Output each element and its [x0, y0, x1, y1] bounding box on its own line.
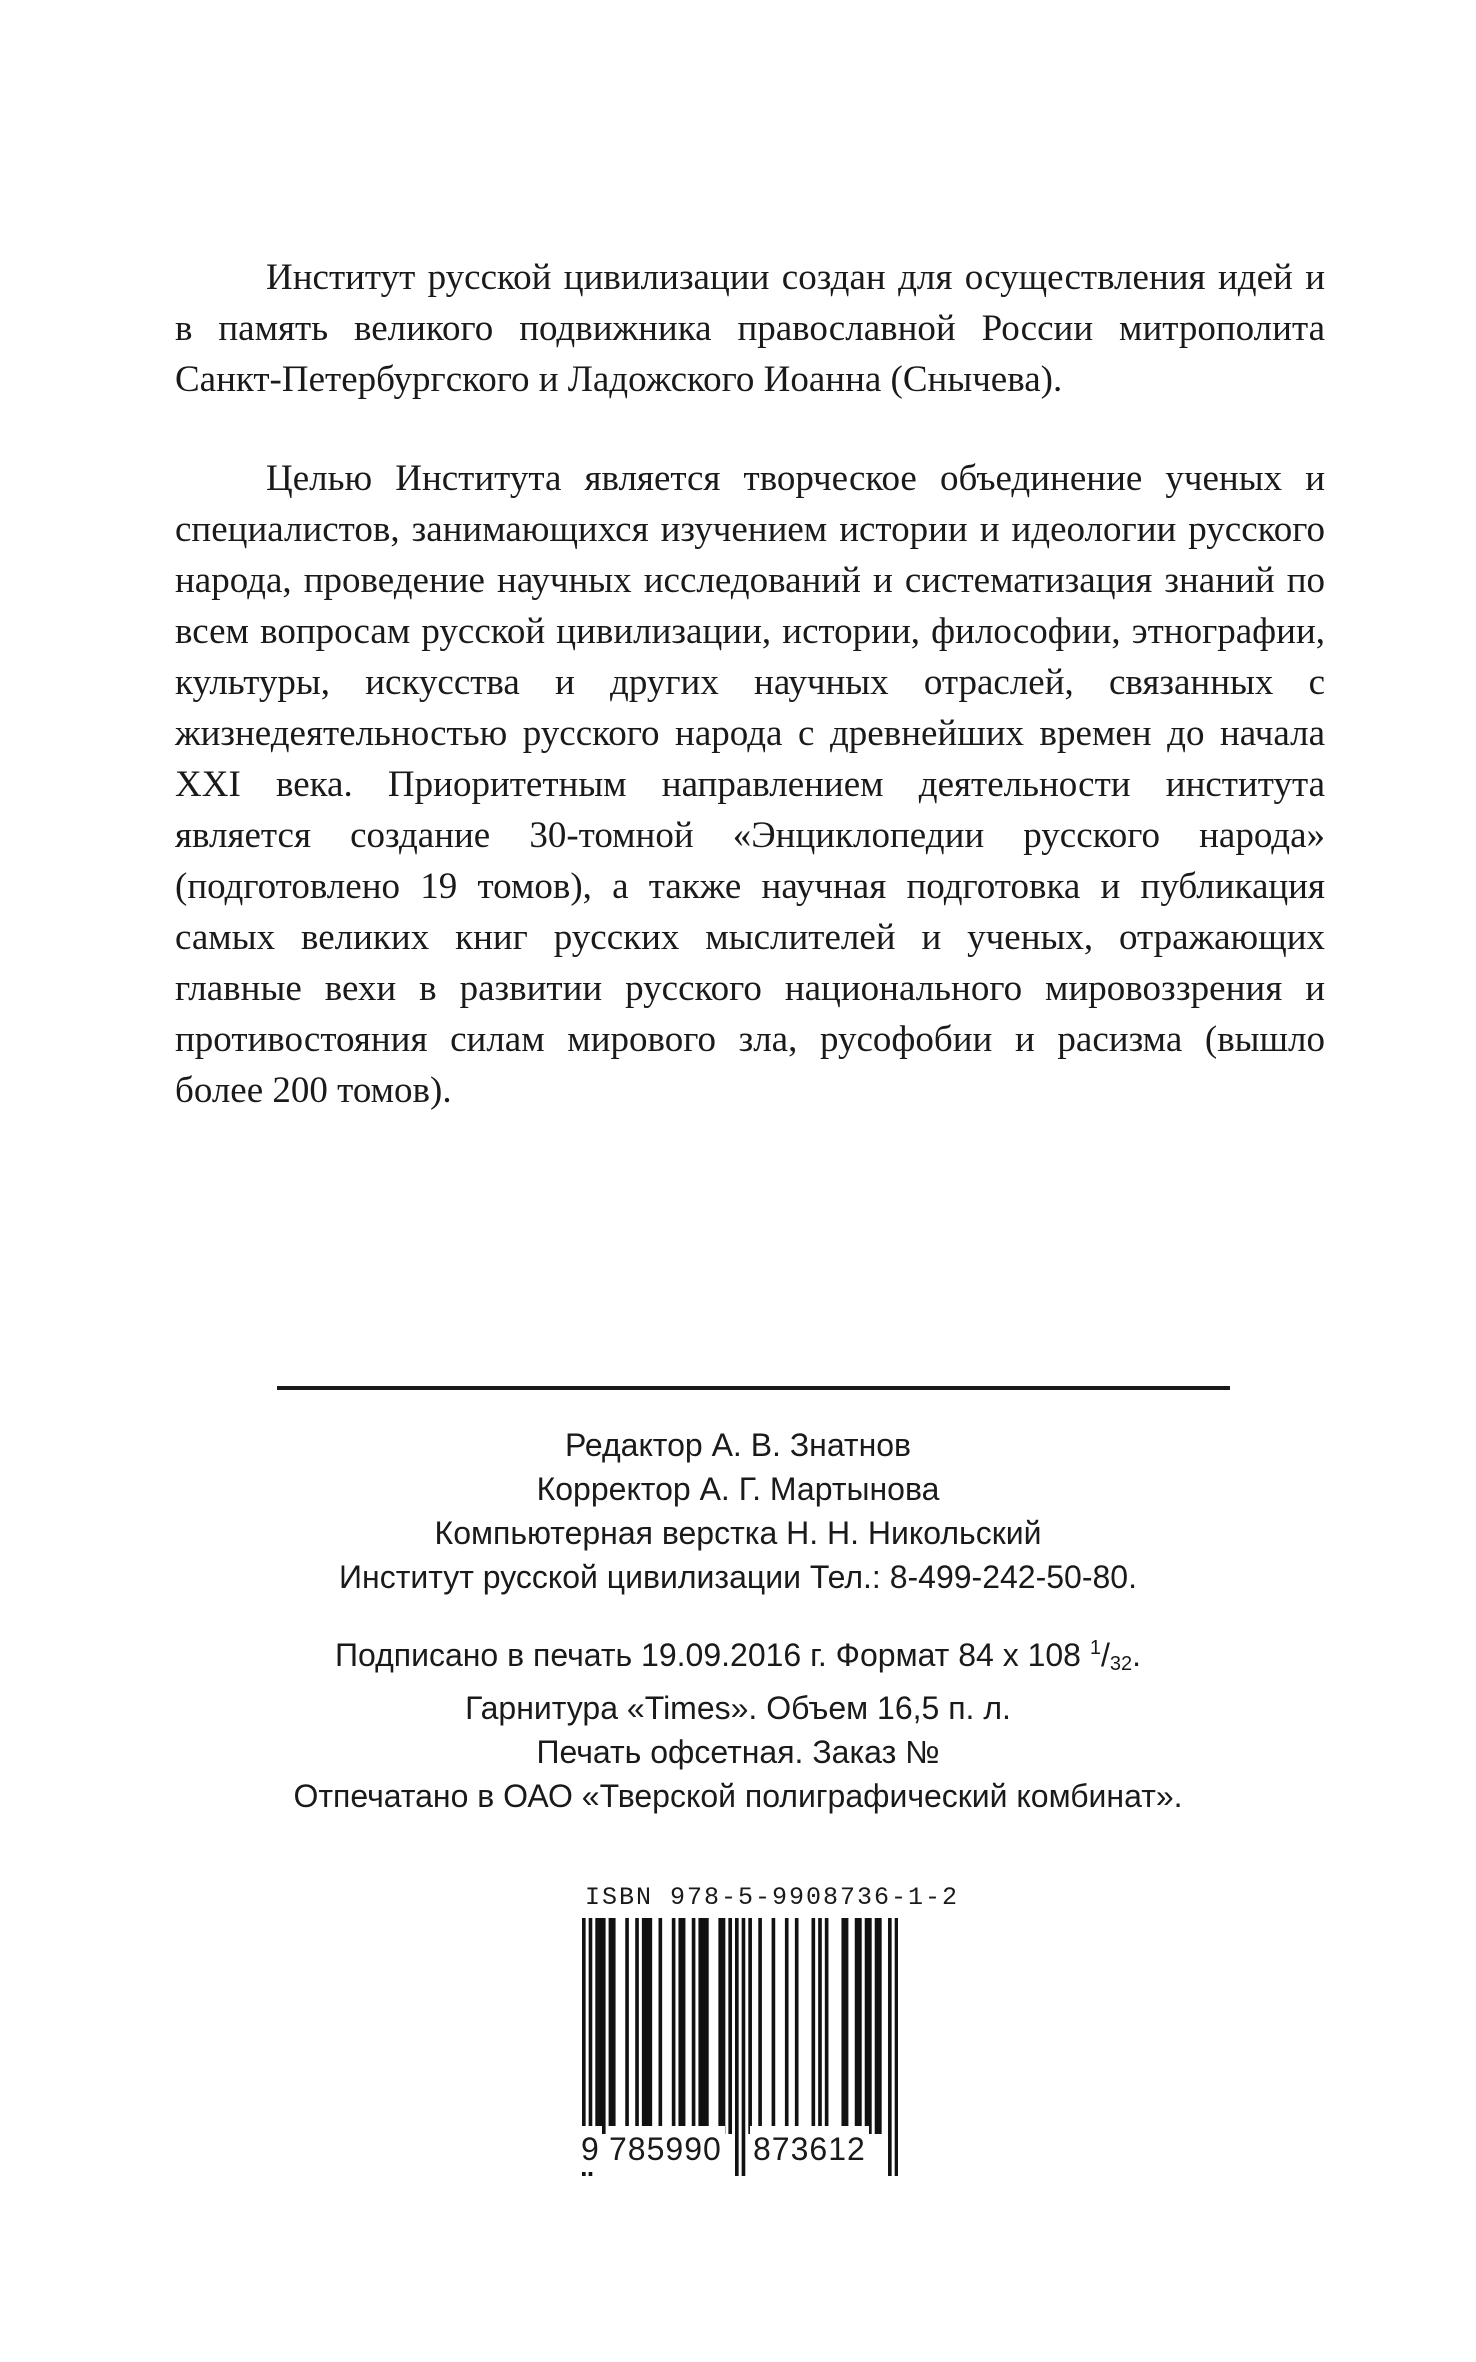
barcode-bar	[841, 1918, 845, 2134]
layout-line: Компьютерная верстка Н. Н. Никольский	[434, 1515, 1042, 1551]
barcode-bar	[795, 1918, 799, 2134]
barcode-bar	[748, 1918, 752, 2134]
editor-line: Редактор А. В. Знатнов	[564, 1427, 912, 1463]
print-type-line: Печать офсетная. Заказ №	[536, 1734, 940, 1770]
barcode-bar	[878, 1918, 882, 2134]
barcode-digit-first: 9	[578, 2126, 602, 2172]
signed-to-print-text: Подписано в печать 19.09.2016 г. Формат 84 x 108	[334, 1637, 1081, 1673]
barcode-bar	[602, 1918, 606, 2134]
barcode-bar	[625, 1918, 629, 2134]
barcode-bar	[722, 1918, 726, 2134]
barcode-bar	[875, 1918, 879, 2134]
barcode-bar	[825, 1918, 829, 2134]
barcode-bar	[855, 1918, 859, 2134]
barcode-digits-left: 785990	[606, 2126, 725, 2172]
barcode-bar	[858, 1918, 862, 2134]
barcode-bar	[609, 1918, 613, 2134]
typeface-line: Гарнитура «Times». Объем 16,5 п. л.	[465, 1690, 1011, 1726]
barcode-bar	[645, 1918, 649, 2134]
barcode-bar	[772, 1918, 776, 2134]
format-fraction: $^1/_{32}$	[1089, 1637, 1133, 1675]
barcode-bar	[702, 1918, 706, 2134]
divider-line	[277, 1386, 1230, 1390]
barcode-bar	[865, 1918, 869, 2134]
barcode-digits-right: 873612	[750, 2126, 869, 2172]
format-denominator: 32	[1109, 1653, 1133, 1675]
barcode-bar	[612, 1918, 616, 2134]
institute-description	[175, 252, 1325, 1116]
isbn-label: ISBN 978-5-9908736-1-2	[585, 1883, 960, 1912]
barcode-bar	[785, 1918, 789, 2134]
printed-at-line: Отпечатано в ОАО «Тверской полиграфический комбинат».	[293, 1778, 1183, 1814]
institute-paragraph-1: Институт русской цивилизации создан для осуществления идей и в память великого подвижника православной России митрополита Санкт-Петербургского и Ладожского Иоанна (Снычева).	[175, 257, 1325, 400]
institute-paragraph-2: Целью Института является творческое объединение ученых и специалистов, занимающихся изучением истории и идеологии русского народа, проведение научных исследований и систематизация знаний по всем вопросам русской цивилизации, истории, философии, этнографии, культуры, искусства и других научных отраслей, связанных с жизнедеятельностью русского народа с древнейших времен до начала XXI века. Приоритетным направлением деятельности института является создание 30-томной «Энциклопедии русского народа» (подготовлено 19 томов), а также научная подготовка и публикация самых великих книг русских мыслителей и ученых, отражающих главные вехи в развитии русского национального мировоззрения и противостояния силам мирового зла, русофобии и расизма (вышло более 200 томов).	[175, 458, 1325, 1111]
publisher-line: Институт русской цивилизации Тел.: 8-499-242-50-80.	[339, 1559, 1137, 1595]
barcode-bar	[678, 1918, 682, 2134]
barcode-bar	[649, 1918, 653, 2134]
barcode-bar	[728, 1918, 732, 2134]
barcode-bar	[682, 1918, 686, 2134]
barcode-bar	[868, 1918, 872, 2134]
barcode-digits	[582, 2126, 898, 2172]
barcode-bar	[659, 1918, 663, 2134]
barcode-bar	[705, 1918, 709, 2134]
barcode-bar	[698, 1918, 702, 2134]
barcode-bar	[758, 1918, 762, 2134]
barcode-bar	[845, 1918, 849, 2134]
barcode-bar	[692, 1918, 696, 2134]
proofreader-line: Корректор А. Г. Мартынова	[536, 1471, 940, 1507]
barcode-bar	[599, 1918, 603, 2134]
barcode-bar	[595, 1918, 599, 2134]
print-imprint	[180, 1626, 1296, 1818]
barcode-bar	[642, 1918, 646, 2134]
barcode-bar	[812, 1918, 816, 2134]
barcode-bar	[635, 1918, 639, 2134]
signed-suffix: .	[1132, 1637, 1142, 1673]
barcode-bar	[718, 1918, 722, 2134]
signed-to-print-line	[180, 1626, 1296, 1686]
staff-credits	[180, 1423, 1296, 1599]
barcode-bar	[672, 1918, 676, 2134]
barcode-bar	[818, 1918, 822, 2134]
format-numerator: 1	[1089, 1637, 1101, 1659]
